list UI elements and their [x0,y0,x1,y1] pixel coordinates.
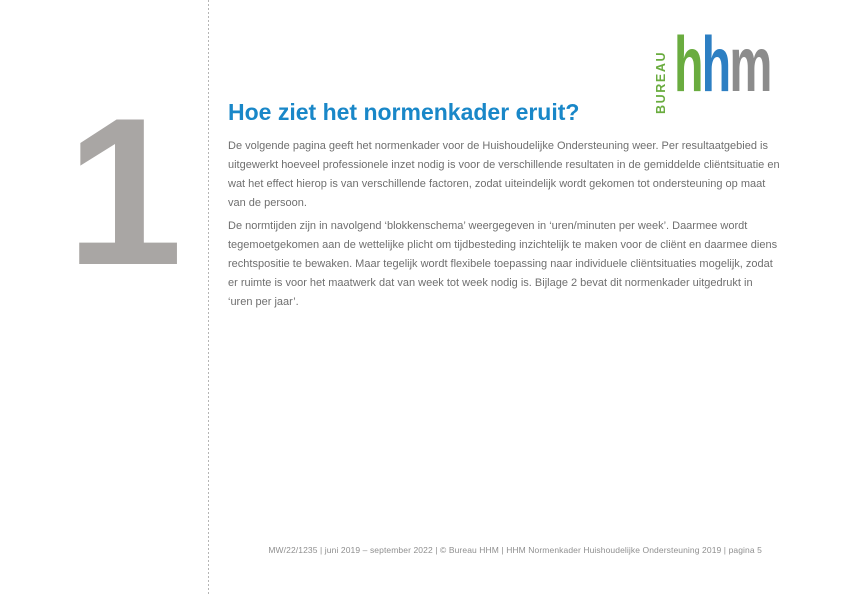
logo-letter-m-gray: m [729,20,771,108]
body-paragraph-2: De normtijden zijn in navolgend ‘blokkenschema’ weergegeven in ‘uren/minuten per week’. Daarmee wordt tegemoetgekomen aan de wettelijke plicht om tijdbesteding inzichtelijk te maken voor de cliënt en daarmee diens rechtspositie te bewaken. Maar tegelijk wordt flexibele toepassing naar individuele cliëntsituaties mogelijk, zodat er ruimte is voor het maatwerk dat van week tot week nodig is. Bijlage 2 bevat dit normenkader uitgedrukt in ‘uren per jaar’. [228,219,778,308]
page-footer: MW/22/1235 | juni 2019 – september 2022 | © Bureau HHM | HHM Normenkader Huishoudelijke Ondersteuning 2019 | pagina 5 [268,545,762,555]
logo-letter-h-blue: h [701,20,730,108]
chapter-divider-line [208,0,209,595]
chapter-number: 1 [66,74,183,309]
logo-bureau-text: BUREAU [654,50,668,114]
logo-letter-h-green: h [674,20,702,108]
page-title: Hoe ziet het normenkader eruit? [228,99,580,125]
main-content-column [228,0,780,316]
body-paragraph-1: De volgende pagina geeft het normenkader voor de Huishoudelijke Ondersteuning weer. Per resultaatgebied is uitgewerkt hoeveel professionele inzet nodig is voor de verschillende resultaten in de gemiddelde cliëntsituatie en wat het effect hierop is van verschillende factoren, zodat uiteindelijk wordt gekomen tot ondersteuning op maat van de persoon. [228,139,780,209]
